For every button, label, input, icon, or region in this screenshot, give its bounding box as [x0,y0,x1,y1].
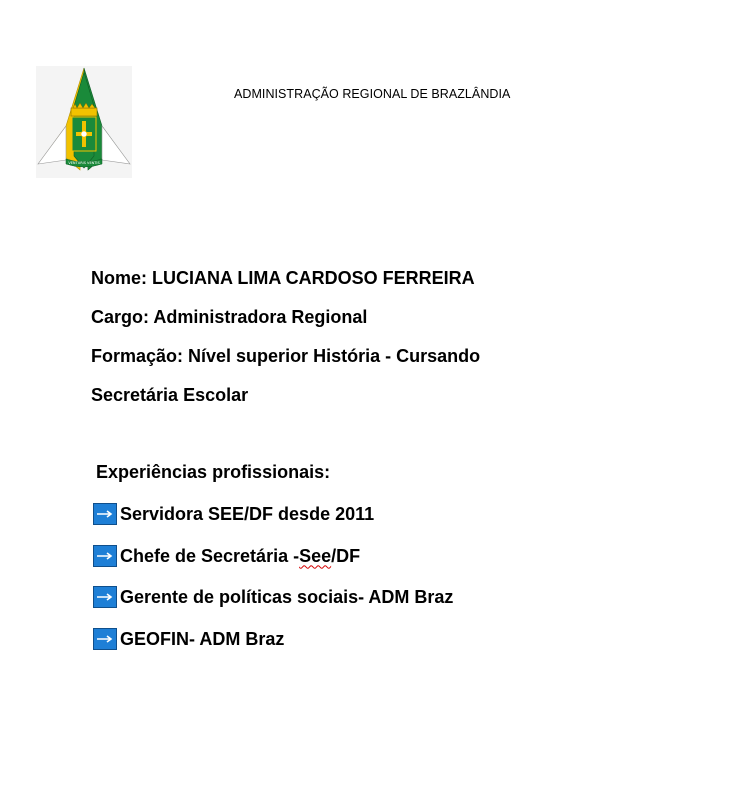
experience-item [93,586,453,608]
name-line: Nome: LUCIANA LIMA CARDOSO FERREIRA [91,268,475,288]
experience-item [93,503,374,525]
right-arrow-box-icon [93,503,117,525]
organization-title: ADMINISTRAÇÃO REGIONAL DE BRAZLÂNDIA [234,87,511,101]
experience-item-text-prefix: Chefe de Secretária - [120,545,300,566]
education-line-continued: Secretária Escolar [91,385,249,405]
right-arrow-box-icon [93,586,117,608]
coat-of-arms-logo [36,66,132,178]
experience-title: Experiências profissionais: [96,462,331,482]
education-line: Formação: Nível superior História - Cursando [91,346,481,366]
right-arrow-box-icon [93,628,117,650]
spellcheck-marked-word: See [299,545,332,566]
experience-item-text: GEOFIN- ADM Braz [120,628,285,649]
experience-item [93,628,284,650]
role-line: Cargo: Administradora Regional [91,307,368,327]
coat-of-arms-icon [36,66,132,178]
logo-motto: VENTURIS VENTIS [68,161,100,165]
right-arrow-box-icon [93,545,117,567]
experience-item-text: Gerente de políticas sociais- ADM Braz [120,586,454,607]
experience-item [93,545,360,567]
experience-item-text-suffix: /DF [331,545,361,566]
experience-item-text: Servidora SEE/DF desde 2011 [120,503,375,524]
